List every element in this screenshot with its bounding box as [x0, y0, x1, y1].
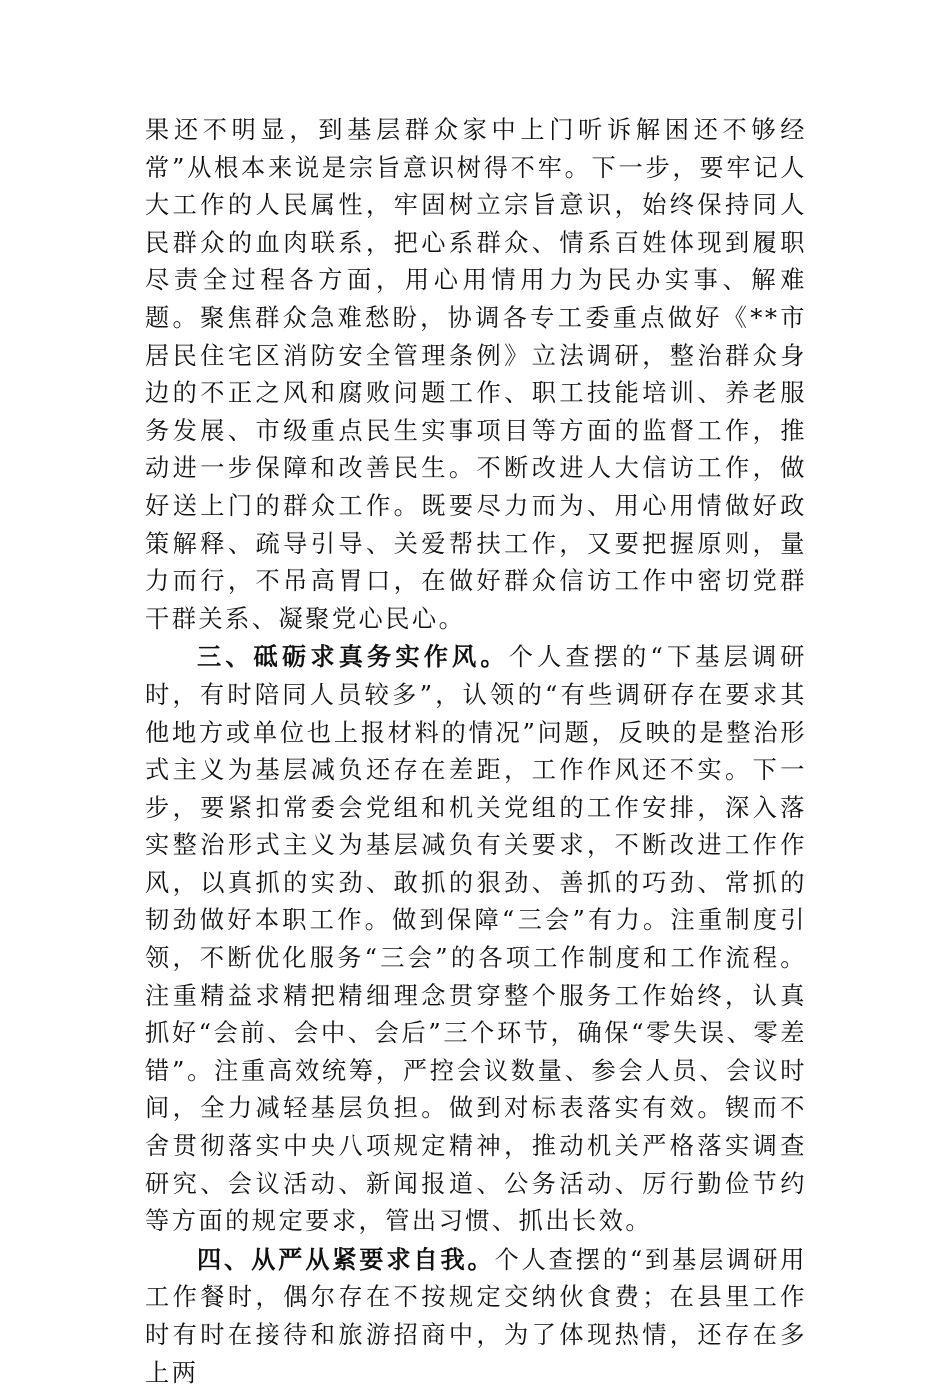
section-3-heading: 三、砥砺求真务实作风。 [197, 642, 509, 672]
section-4-body: 个人查摆的“到基层调研用工作餐时，偶尔存在不按规定交纳伙食费；在县里工作时有时在接待和旅游招商中，为了体现热情，还存在多上两 [145, 1245, 807, 1387]
section-4-heading: 四、从严从紧要求自我。 [197, 1244, 495, 1274]
section-3-body: 个人查摆的“下基层调研时，有时陪同人员较多”，认领的“有些调研存在要求其他地方或单位也上报材料的情况”问题，反映的是整治形式主义为基层减负还存在差距，工作作风还不实。下一步，要紧扣常委会党组和机关党组的工作安排，深入落实整治形式主义为基层减负有关要求，不断改进工作作风，以真抓的实劲、敢抓的狠劲、善抓的巧劲、常抓的韧劲做好本职工作。做到保障“三会”有力。注重制度引领，不断优化服务“三会”的各项工作制度和工作流程。注重精益求精把精细理念贯穿整个服务工作始终，认真抓好“会前、会中、会后”三个环节，确保“零失误、零差错”。注重高效统筹，严控会议数量、参会人员、会议时间，全力减轻基层负担。做到对标表落实有效。锲而不舍贯彻落实中央八项规定精神，推动机关严格落实调查研究、会议活动、新闻报道、公务活动、厉行勤俭节约等方面的规定要求，管出习惯、抓出长效。 [145, 643, 807, 1236]
paragraph-continued: 果还不明显，到基层群众家中上门听诉解困还不够经常”从根本来说是宗旨意识树得不牢。下一步，要牢记人大工作的人民属性，牢固树立宗旨意识，始终保持同人民群众的血肉联系，把心系群众、情系百姓体现到履职尽责全过程各方面，用心用情用力为民办实事、解难题。聚焦群众急难愁盼，协调各专工委重点做好《**市居民住宅区消防安全管理条例》立法调研，整治群众身边的不正之风和腐败问题工作、职工技能培训、养老服务发展、市级重点民生实事项目等方面的监督工作，推动进一步保障和改善民生。不断改进人大信访工作，做好送上门的群众工作。既要尽力而为、用心用情做好政策解释、疏导引导、关爱帮扶工作，又要把握原则，量力而行，不吊高胃口，在做好群众信访工作中密切党群干群关系、凝聚党心民心。 [145, 116, 807, 633]
section-4-paragraph [145, 1241, 807, 1392]
section-3-paragraph [145, 638, 807, 1241]
document-body [145, 112, 807, 1392]
